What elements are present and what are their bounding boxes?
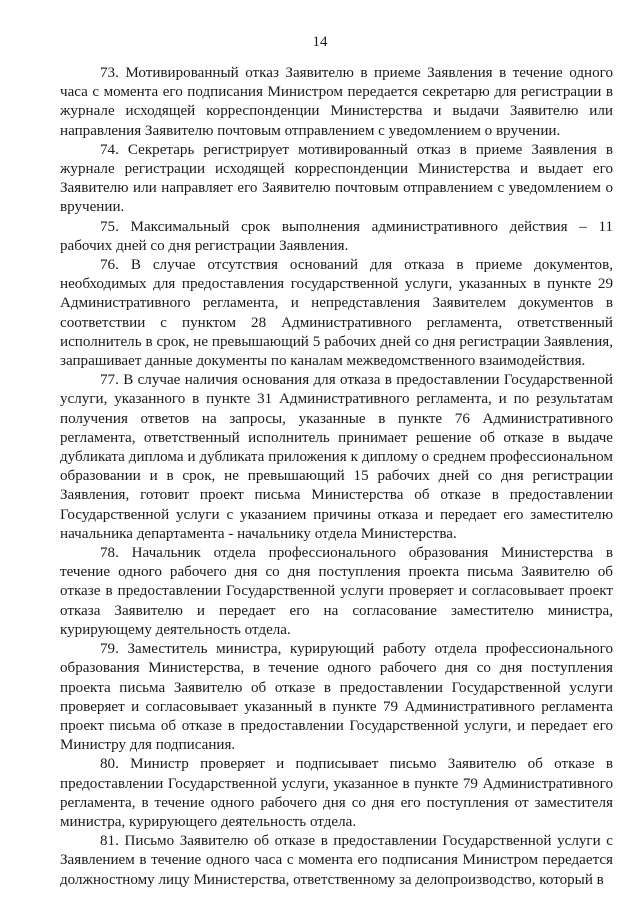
paragraph-75: 75. Максимальный срок выполнения административного действия – 11 рабочих дней со дня регистрации Заявления. xyxy=(60,218,613,254)
paragraph-79: 79. Заместитель министра, курирующий работу отдела профессионального образования Министерства, в течение одного рабочего дня со дня поступления проекта письма Заявителю об отказе в предоставлении Государственной услуги проверяет и согласовывает указанный в пункте 79 Административного регламента проект письма об отказе в предоставлении Государственной услуги, и передает его Министру для подписания. xyxy=(60,641,613,754)
paragraph-73: 73. Мотивированный отказ Заявителю в приеме Заявления в течение одного часа с момента его подписания Министром передается секретарю для регистрации в журнале исходящей корреспонденции Министерства и выдачи Заявителю или направления Заявителю почтовым отправлением с уведомлением о вручении. xyxy=(60,65,613,139)
paragraph-76: 76. В случае отсутствия оснований для отказа в приеме документов, необходимых для предоставления государственной услуги, указанных в пункте 29 Административного регламента, и непредставления Заявителем документов в соответствии с пунктом 28 Административного регламента, ответственный исполнитель в срок, не превышающий 5 рабочих дней со дня регистрации Заявления, запрашивает данные документы по каналам межведомственного взаимодействия. xyxy=(60,257,613,370)
paragraph-78: 78. Начальник отдела профессионального образования Министерства в течение одного рабочего дня со дня поступления проекта письма Заявителю об отказе в предоставлении Государственной услуги проверяет и согласовывает проект отказа Заявителю и передает его на согласование заместителю министра, курирующему деятельность отдела. xyxy=(60,545,613,638)
paragraph-77: 77. В случае наличия основания для отказа в предоставлении Государственной услуги, указанного в пункте 31 Административного регламента, и по результатам получения ответов на запросы, указанные в пункте 76 Административного регламента, ответственный исполнитель принимает решение об отказе в выдаче дубликата диплома и дубликата приложения к диплому о среднем профессиональном образовании и в срок, не превышающий 15 рабочих дней со дня регистрации Заявления, готовит проект письма Министерства об отказе в предоставлении Государственной услуги с указанием причины отказа и передает его заместителю начальника департамента - начальнику отдела Министерства. xyxy=(60,372,613,542)
paragraph-81: 81. Письмо Заявителю об отказе в предоставлении Государственной услуги с Заявлением в течение одного часа с момента его подписания Министром передается должностному лицу Министерства, ответственному за делопроизводство, который в xyxy=(60,833,613,888)
page-number: 14 xyxy=(312,34,328,50)
paragraph-74: 74. Секретарь регистрирует мотивированный отказ в приеме Заявления в журнале регистрации исходящей корреспонденции Министерства и выдает его Заявителю или направляет его Заявителю почтовым отправлением с уведомлением о вручении. xyxy=(60,141,613,216)
paragraph-80: 80. Министр проверяет и подписывает письмо Заявителю об отказе в предоставлении Государственной услуги, указанное в пункте 79 Административного регламента, в течение одного рабочего дня со дня его поступления от заместителя министра, курирующего деятельность отдела. xyxy=(60,756,613,830)
document-body xyxy=(60,64,613,890)
